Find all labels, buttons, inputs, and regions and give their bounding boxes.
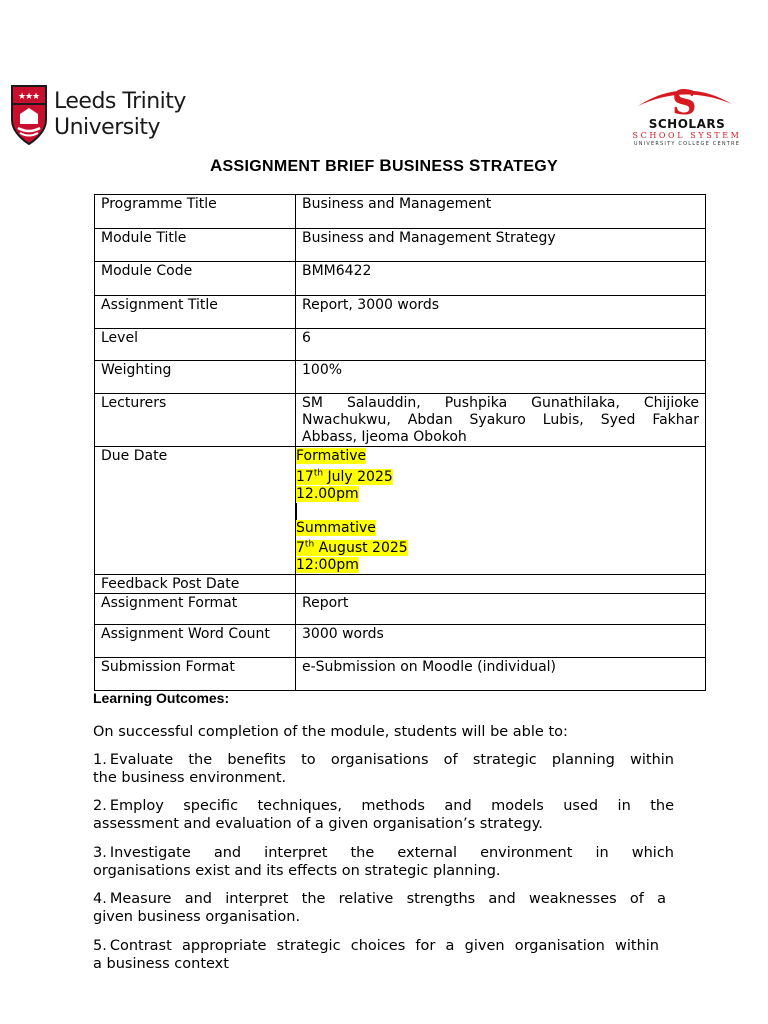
table-row — [95, 195, 706, 229]
shield-crest-icon — [10, 84, 48, 146]
text-cursor — [296, 503, 297, 520]
lecturers-label: Lecturers — [95, 394, 296, 447]
level-value: 6 — [296, 329, 706, 361]
summative-time: 12:00pm — [296, 557, 359, 574]
feedback-post-date-label: Feedback Post Date — [95, 575, 296, 594]
formative-time: 12.00pm — [296, 485, 359, 502]
submission-format-value: e-Submission on Moodle (individual) — [296, 658, 706, 691]
programme-title-value: Business and Management — [296, 195, 706, 229]
lecturers-line2: Nwachukwu, Abdan Syakuro Lubis, Syed Fakhar — [302, 412, 699, 428]
svg-text:★: ★ — [32, 92, 41, 102]
lecturers-value — [296, 394, 706, 447]
feedback-post-date-value — [296, 575, 706, 594]
table-row — [95, 229, 706, 262]
table-row — [95, 296, 706, 329]
module-title-label: Module Title — [95, 229, 296, 262]
due-date-label: Due Date — [95, 447, 296, 575]
formative-label: Formative — [296, 448, 367, 464]
table-row — [95, 594, 706, 625]
assignment-title-label: Assignment Title — [95, 296, 296, 329]
programme-title-label: Programme Title — [95, 195, 296, 229]
table-row — [95, 658, 706, 691]
ltu-line2: University — [54, 115, 160, 140]
module-title-value: Business and Management Strategy — [296, 229, 706, 262]
ltu-wordmark — [54, 89, 186, 141]
assignment-title-value: Report, 3000 words — [296, 296, 706, 329]
svg-text:★: ★ — [18, 92, 27, 102]
module-code-value: BMM6422 — [296, 262, 706, 296]
word-count-value: 3000 words — [296, 625, 706, 658]
swoosh-s-icon — [634, 76, 734, 116]
scholars-name: SCHOLARS — [648, 117, 726, 131]
table-row — [95, 329, 706, 361]
table-row — [95, 575, 706, 594]
table-row — [95, 361, 706, 394]
table-row — [95, 394, 706, 447]
list-item: 5. Contrast appropriate strategic choices for a given organisation within a business context — [93, 938, 659, 972]
weighting-value: 100% — [296, 361, 706, 394]
level-label: Level — [95, 329, 296, 361]
summative-label: Summative — [296, 519, 376, 536]
learning-outcomes-heading: Learning Outcomes: — [93, 690, 230, 706]
assignment-brief-table — [94, 194, 706, 691]
list-item: 4. Measure and interpret the relative strengths and weaknesses of a given business organisation. — [93, 891, 666, 925]
scholars-subtitle: UNIVERSITY COLLEGE CENTRE — [633, 141, 741, 147]
assignment-format-label: Assignment Format — [95, 594, 296, 625]
list-item: 1. Evaluate the benefits to organisations of strategic planning within the business environment. — [93, 752, 674, 786]
submission-format-label: Submission Format — [95, 658, 296, 691]
lecturers-line3: Abbass, Ijeoma Obokoh — [302, 429, 467, 445]
module-code-label: Module Code — [95, 262, 296, 296]
formative-date: 17th July 2025 — [296, 468, 393, 485]
table-row — [95, 262, 706, 296]
learning-outcomes-intro: On successful completion of the module, students will be able to: — [93, 724, 568, 740]
list-item: 2. Employ specific techniques, methods and models used in the assessment and evaluation of a given organisation’s strategy. — [93, 798, 674, 832]
svg-text:S: S — [672, 83, 697, 116]
svg-text:★: ★ — [25, 92, 34, 102]
table-row — [95, 625, 706, 658]
weighting-label: Weighting — [95, 361, 296, 394]
scholars-logo — [612, 76, 762, 152]
ltu-line1: Leeds Trinity — [54, 89, 186, 114]
summative-date: 7th August 2025 — [296, 539, 408, 557]
due-date-value — [296, 447, 706, 575]
assignment-format-value: Report — [296, 594, 706, 625]
list-item: 3. Investigate and interpret the external environment in which organisations exist and its effects on strategic planning. — [93, 845, 674, 879]
table-row — [95, 447, 706, 575]
word-count-label: Assignment Word Count — [95, 625, 296, 658]
scholars-system: SCHOOL SYSTEM — [632, 131, 742, 140]
page-title: ASSIGNMENT BRIEF BUSINESS STRATEGY — [209, 156, 559, 175]
leeds-trinity-logo — [10, 84, 186, 146]
lecturers-line1: SM Salauddin, Pushpika Gunathilaka, Chijioke — [302, 395, 699, 411]
